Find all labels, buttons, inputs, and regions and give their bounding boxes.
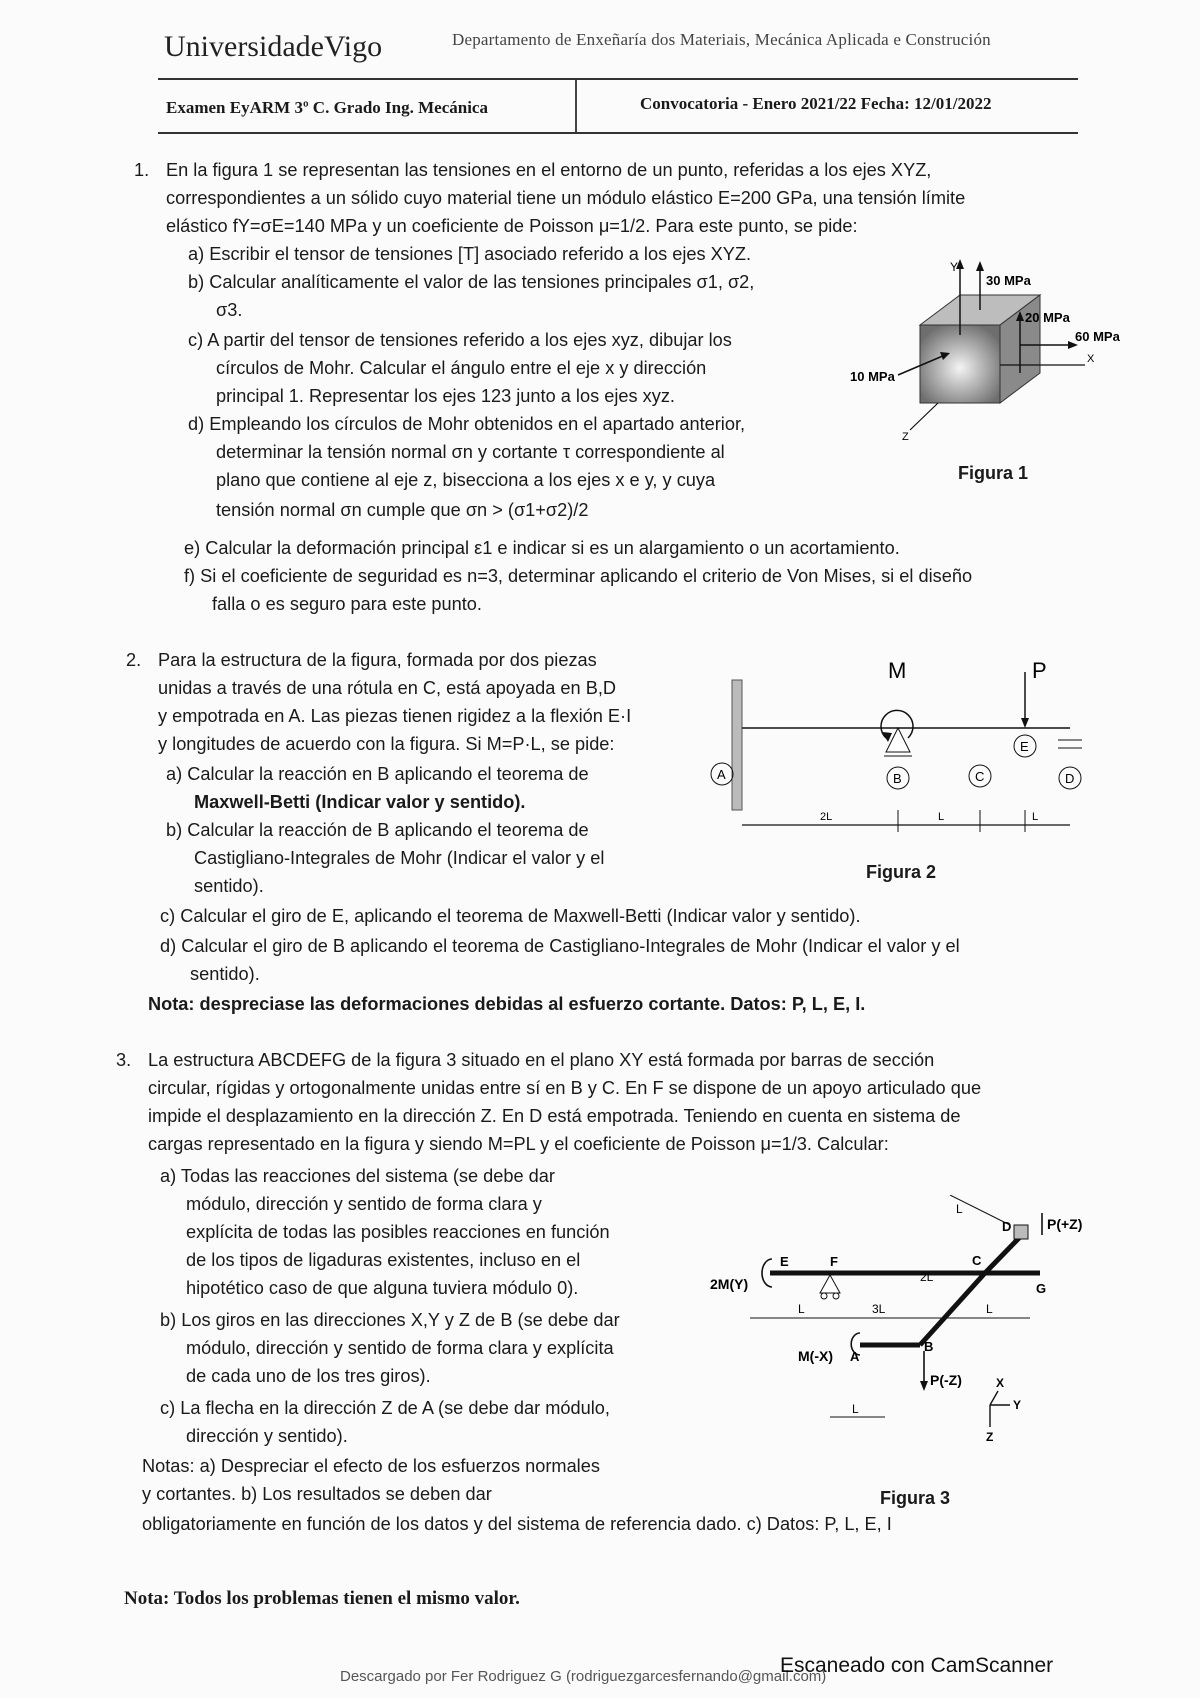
fig3-C: C [972, 1253, 982, 1268]
university-logo: UniversidadeVigo [164, 30, 383, 63]
fig3-L-3: L [852, 1402, 859, 1416]
fig3-B: B [924, 1339, 934, 1354]
fig1-10mpa: 10 MPa [850, 369, 895, 384]
fig2-dim-2L: 2L [820, 811, 833, 823]
p2-item-b-2: Castigliano-Integrales de Mohr (Indicar el valor y el [194, 848, 605, 868]
fig3-axis-Y: Y [1013, 1398, 1022, 1412]
download-footer: Descargado por Fer Rodriguez G (rodriguezgarcesfernando@gmail.com) [340, 1668, 827, 1685]
p2-line-4: y longitudes de acuerdo con la figura. Si M=P·L, se pide: [158, 734, 615, 754]
p1-item-d-2: determinar la tensión normal σn y cortante τ correspondiente al [216, 442, 725, 462]
p1-item-d-4: tensión normal σn cumple que σn > (σ1+σ2)/2 [216, 500, 589, 520]
fig2-P-label: P [1032, 660, 1047, 683]
figure-3-space-frame [710, 1195, 1140, 1455]
fig1-z-label: Z [902, 431, 909, 443]
figure-3-caption: Figura 3 [880, 1488, 951, 1508]
p2-item-b-3: sentido). [194, 876, 264, 896]
fig1-30mpa: 30 MPa [986, 273, 1031, 288]
support-B [886, 728, 910, 752]
bar-CD [985, 1237, 1020, 1273]
problem-1-number: 1. [134, 160, 150, 180]
fig2-E-label: E [1020, 739, 1029, 754]
fig2-B-label: B [893, 771, 902, 786]
p1-item-a: a) Escribir el tensor de tensiones [T] asociado referido a los ejes XYZ. [188, 244, 752, 264]
fig2-M-label: M [888, 660, 907, 683]
p2-line-3: y empotrada en A. Las piezas tienen rigidez a la flexión E·I [158, 706, 632, 726]
p1-item-f-2: falla o es seguro para este punto. [212, 594, 482, 614]
fig3-A: A [850, 1349, 860, 1364]
p1-item-c-2: círculos de Mohr. Calcular el ángulo entre el eje x y dirección [216, 358, 707, 378]
load-P-down-A-head [920, 1381, 928, 1391]
p1-item-f-1: f) Si el coeficiente de seguridad es n=3, determinar aplicando el criterio de Von Mises, si el diseño [184, 566, 973, 586]
problem-2-number: 2. [126, 650, 142, 670]
p3-item-b-1: b) Los giros en las direcciones X,Y y Z de B (se debe dar [160, 1310, 620, 1330]
fig2-dim-L-1: L [938, 811, 945, 823]
moment-M-arrowhead [882, 732, 892, 742]
cube-front-face [920, 325, 1000, 403]
fig3-L-4: L [956, 1202, 963, 1216]
axis-X [990, 1391, 998, 1405]
z-axis [910, 403, 938, 430]
p1-item-d-1: d) Empleando los círculos de Mohr obtenidos en el apartado anterior, [188, 414, 746, 434]
p2-item-a-1: a) Calcular la reacción en B aplicando el teorema de [166, 764, 589, 784]
fig3-D: D [1002, 1219, 1012, 1234]
p3-line-2: circular, rígidas y ortogonalmente unidas entre sí en B y C. En F se dispone de un apoyo articulado que [148, 1078, 982, 1098]
p1-item-c-1: c) A partir del tensor de tensiones referido a los ejes xyz, dibujar los [188, 330, 732, 350]
support-F [820, 1275, 840, 1293]
figure-2-caption: Figura 2 [866, 862, 937, 882]
p3-item-a-4: de los tipos de ligaduras existentes, incluso en el [186, 1250, 581, 1270]
fig1-20mpa: 20 MPa [1025, 310, 1070, 325]
header-divider [575, 80, 577, 132]
fixed-wall-A [732, 680, 742, 810]
fig2-D-label: D [1065, 771, 1075, 786]
p3-item-a-5: hipotético caso de que alguna tuviera módulo 0). [186, 1278, 579, 1298]
fig2-A-label: A [717, 767, 726, 782]
p1-item-b-2: σ3. [216, 300, 243, 320]
fig3-3L: 3L [872, 1302, 886, 1316]
p1-item-e: e) Calcular la deformación principal ε1 e indicar si es un alargamiento o un acortamiento. [184, 538, 900, 558]
support-F-roller-1 [821, 1293, 827, 1299]
load-P-arrowhead [1021, 718, 1029, 728]
figure-1-stress-cube [850, 255, 1140, 485]
final-note: Nota: Todos los problemas tienen el mismo valor. [124, 1588, 520, 1609]
figure-2-beam [710, 660, 1090, 840]
p1-item-c-3: principal 1. Representar los ejes 123 junto a los ejes xyz. [216, 386, 675, 406]
fig3-PZplus: P(+Z) [1047, 1216, 1083, 1232]
fig3-L-1: L [798, 1302, 805, 1316]
header-rule-top [158, 78, 1078, 80]
fig3-G: G [1036, 1281, 1047, 1296]
p2-item-d-1: d) Calcular el giro de B aplicando el teorema de Castigliano-Integrales de Mohr (Indicar el valor y el [160, 936, 960, 956]
p3-notes-1: Notas: a) Despreciar el efecto de los esfuerzos normales [142, 1456, 600, 1476]
p3-line-4: cargas representado en la figura y siendo M=PL y el coeficiente de Poisson μ=1/3. Calcular: [148, 1134, 889, 1154]
fig1-60mpa: 60 MPa [1075, 329, 1120, 344]
support-F-roller-2 [833, 1293, 839, 1299]
department-name: Departamento de Enxeñaría dos Materiais, Mecánica Aplicada e Construción [452, 30, 991, 49]
fig3-MX: M(-X) [798, 1348, 833, 1364]
fig3-axis-X: X [996, 1376, 1005, 1390]
fig1-x-label: X [1087, 353, 1095, 365]
p1-item-d-3: plano que contiene al eje z, bisecciona a los ejes x e y, y cuya [216, 470, 716, 490]
fig3-2L: 2L [920, 1270, 934, 1284]
sigma-30-arrowhead [976, 261, 984, 271]
p3-item-c-2: dirección y sentido). [186, 1426, 348, 1446]
fig3-axis-Z: Z [986, 1430, 994, 1444]
fig3-E: E [780, 1254, 789, 1269]
p1-intro-1: En la figura 1 se representan las tensiones en el entorno de un punto, referidas a los ejes XYZ, [166, 160, 932, 180]
header-rule-bottom [158, 132, 1078, 134]
p3-line-1: La estructura ABCDEFG de la figura 3 situado en el plano XY está formada por barras de sección [148, 1050, 935, 1070]
p3-line-3: impide el desplazamiento en la dirección Z. En D está empotrada. Teniendo en cuenta en sistema de [148, 1106, 961, 1126]
p2-line-2: unidas a través de una rótula en C, está apoyada en B,D [158, 678, 617, 698]
fig3-2M: 2M(Y) [710, 1276, 749, 1292]
p2-item-b-1: b) Calcular la reacción de B aplicando el teorema de [166, 820, 589, 840]
p3-item-b-2: módulo, dirección y sentido de forma clara y explícita [186, 1338, 614, 1358]
exam-session: Convocatoria - Enero 2021/22 Fecha: 12/01/2022 [640, 94, 992, 113]
p3-item-c-1: c) La flecha en la dirección Z de A (se debe dar módulo, [160, 1398, 610, 1418]
p2-item-a-2: Maxwell-Betti (Indicar valor y sentido). [194, 792, 526, 812]
p3-item-a-3: explícita de todas las posibles reacciones en función [186, 1222, 610, 1242]
p1-intro-2: correspondientes a un sólido cuyo material tiene un módulo elástico E=200 GPa, una tensión límite [166, 188, 966, 208]
fig3-F: F [830, 1254, 838, 1269]
fig3-L-2: L [986, 1302, 993, 1316]
p3-notes-3: obligatoriamente en función de los datos y del sistema de referencia dado. c) Datos: P, L, E, I [142, 1514, 892, 1534]
p3-item-a-2: módulo, dirección y sentido de forma clara y [186, 1194, 542, 1214]
p2-note: Nota: despreciase las deformaciones debidas al esfuerzo cortante. Datos: P, L, E, I. [148, 994, 866, 1014]
camscanner-watermark: Escaneado con CamScanner [780, 1654, 1054, 1677]
p2-item-d-2: sentido). [190, 964, 260, 984]
p3-notes-2: y cortantes. b) Los resultados se deben dar [142, 1484, 492, 1504]
fig1-y-label: Y [950, 260, 959, 274]
figure-1-caption: Figura 1 [958, 463, 1029, 483]
fig2-dim-L-2: L [1032, 811, 1039, 823]
fixed-support-D [1014, 1225, 1028, 1239]
problem-3-number: 3. [116, 1050, 132, 1070]
p2-line-1: Para la estructura de la figura, formada por dos piezas [158, 650, 597, 670]
p1-item-b-1: b) Calcular analíticamente el valor de las tensiones principales σ1, σ2, [188, 272, 755, 292]
p1-intro-3: elástico fY=σE=140 MPa y un coeficiente de Poisson μ=1/2. Para este punto, se pide: [166, 216, 858, 236]
fig2-C-label: C [975, 769, 985, 784]
fig3-PZminus: P(-Z) [930, 1372, 962, 1388]
p3-item-b-3: de cada uno de los tres giros). [186, 1366, 431, 1386]
p2-item-c: c) Calcular el giro de E, aplicando el teorema de Maxwell-Betti (Indicar valor y sentido). [160, 906, 861, 926]
exam-title: Examen EyARM 3º C. Grado Ing. Mecánica [166, 98, 488, 117]
p3-item-a-1: a) Todas las reacciones del sistema (se debe dar [160, 1166, 555, 1186]
